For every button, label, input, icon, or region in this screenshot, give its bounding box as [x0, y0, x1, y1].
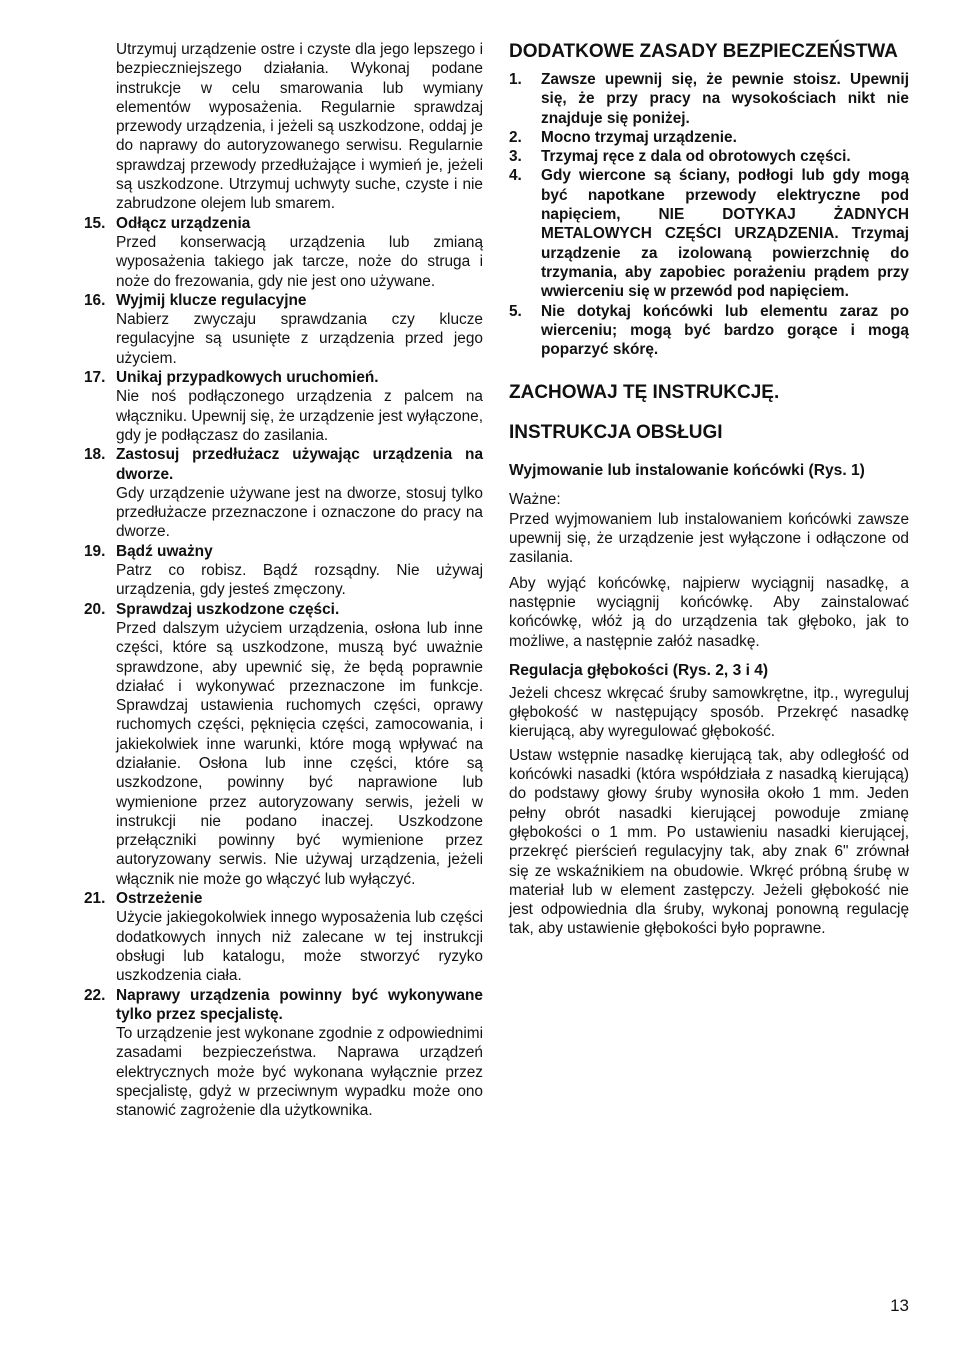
item-number: 15.	[84, 214, 106, 232]
item-heading: Naprawy urządzenia powinny być wykonywane tylko przez specjalistę.	[116, 986, 483, 1023]
item-heading: Wyjmij klucze regulacyjne	[116, 291, 307, 309]
important-label: Ważne:	[509, 491, 561, 509]
list-item	[84, 542, 483, 600]
item-heading: Sprawdzaj uszkodzone części.	[116, 600, 340, 618]
item-heading: Zastosuj przedłużacz używając urządzenia na dworze.	[116, 446, 483, 483]
item-number: 2.	[509, 128, 522, 146]
item-text: Nie dotykaj końcówki lub elementu zaraz po wierceniu; mogą być bardzo gorące i mogą poparzyć skórę.	[541, 302, 909, 359]
item-body: Nie noś podłączonego urządzenia z palcem na włączniku. Upewnij się, że urządzenie jest wyłączone, gdy je podłączasz do zasilania.	[116, 388, 483, 444]
item-body: To urządzenie jest wykonane zgodnie z odpowiednimi zasadami bezpieczeństwa. Naprawa urządzeń elektrycznych może być wykonana wyłącznie przez specjalistę, gdyż w przeciwnym wypadku może ono stanowić zagrożenie dla użytkownika.	[116, 1025, 483, 1120]
bit-removal-paragraph-2: Aby wyjąć końcówkę, najpierw wyciągnij nasadkę, a następnie wyciągnij końcówkę. Aby zainstalować końcówkę, włóż ją do urządzenia tak głęboko, jak to możliwe, a następnie załóż nasadkę.	[509, 574, 909, 650]
item-number: 4.	[509, 167, 522, 185]
list-item	[84, 291, 483, 368]
item-body: Nabierz zwyczaju sprawdzania czy klucze regulacyjne są usunięte z urządzenia przed jego użyciem.	[116, 311, 483, 367]
bit-removal-paragraph-1: Przed wyjmowaniem lub instalowaniem końcówki zawsze upewnij się, że urządzenie jest wyłączone i odłączone od zasilania.	[509, 510, 909, 567]
keep-instructions-title: ZACHOWAJ TĘ INSTRUKCJĘ.	[509, 382, 780, 404]
item-body: Przed konserwacją urządzenia lub zmianą wyposażenia takiego jak tarcze, noże do struga i noże do frezowania, gdy nie jest ono używane.	[116, 233, 483, 290]
item-text: Zawsze upewnij się, że pewnie stoisz. Upewnij się, że przy pracy na wysokościach nikt nie znajduje się poniżej.	[541, 71, 909, 127]
intro-paragraph: Utrzymuj urządzenie ostre i czyste dla jego lepszego i bezpieczniejszego działania. Wykonaj podane instrukcje w celu smarowania lub wymiany elementów wyposażenia. Regularnie sprawdzaj przewody urządzenia, i jeżeli są uszkodzone, oddaj je do naprawy do autoryzowanego serwisu. Regularnie sprawdzaj przewody przedłużające i wymień je, jeżeli są uszkodzone. Utrzymuj uchwyty suche, czyste i nie zabrudzone olejem lub smarem.	[116, 41, 483, 213]
item-number: 19.	[84, 542, 106, 560]
page-number: 13	[890, 1296, 909, 1315]
list-item	[84, 445, 483, 541]
item-number: 21.	[84, 890, 106, 908]
right-column	[509, 40, 909, 939]
list-item	[509, 70, 909, 128]
item-number: 20.	[84, 600, 106, 618]
item-number: 18.	[84, 446, 106, 464]
list-item	[509, 128, 909, 147]
item-heading: Bądź uważny	[116, 542, 213, 560]
safety-rules-title: DODATKOWE ZASADY BEZPIECZEŃSTWA	[509, 41, 898, 62]
safety-rules-list	[509, 70, 909, 359]
list-item	[84, 368, 483, 445]
item-text: Mocno trzymaj urządzenie.	[541, 128, 737, 146]
item-number: 3.	[509, 148, 522, 166]
list-item	[84, 214, 483, 291]
depth-adjustment-heading: Regulacja głębokości (Rys. 2, 3 i 4)	[509, 661, 769, 679]
depth-adjustment-paragraph-2: Ustaw wstępnie nasadkę kierującą tak, aby odległość od końcówki nasadki (która współdziała z nasadką kierującą) do podstawy głowy śruby wynosiła około 1 mm. Jeden pełny obrót nasadki kierującej powoduje zmianę głębokości o 1 mm. Po ustawieniu nasadki kierującej, przekręć pierścień regulacyjny tak, aby znak 6" zrównał się ze wskaźnikiem na obudowie. Wkręć próbną śrubę w materiał lub w element zastępczy. Jeżeli głębokość nie jest odpowiednia dla śruby, wykonaj ponowną regulację tak, aby ustawienie głębokości było poprawne.	[509, 746, 909, 938]
item-body: Patrz co robisz. Bądź rozsądny. Nie używaj urządzenia, gdy jesteś zmęczony.	[116, 562, 483, 599]
operation-title: INSTRUKCJA OBSŁUGI	[509, 422, 723, 444]
item-heading: Odłącz urządzenia	[116, 214, 251, 232]
item-number: 16.	[84, 291, 106, 309]
list-item	[84, 600, 483, 889]
item-heading: Ostrzeżenie	[116, 890, 203, 908]
list-item	[509, 302, 909, 360]
item-number: 22.	[84, 986, 106, 1004]
left-column	[84, 40, 483, 1121]
bit-removal-heading: Wyjmowanie lub instalowanie końcówki (Rys. 1)	[509, 462, 865, 480]
item-number: 1.	[509, 71, 522, 88]
list-item	[84, 889, 483, 985]
list-item	[509, 147, 909, 166]
item-body: Użycie jakiegokolwiek innego wyposażenia lub części dodatkowych innych niż zalecane w tej instrukcji obsługi lub katalogu, może stworzyć ryzyko uszkodzenia ciała.	[116, 909, 483, 985]
list-item	[509, 166, 909, 301]
depth-adjustment-paragraph-1: Jeżeli chcesz wkręcać śruby samowkrętne, itp., wyreguluj głębokość w następujący sposób. Przekręć nasadkę kierującą, aby wyregulować głębokość.	[509, 684, 909, 741]
item-body: Przed dalszym użyciem urządzenia, osłona lub inne części, które są uszkodzone, muszą być uważnie sprawdzone, aby upewnić się, że będą poprawnie działać i wykonywać przeznaczone im funkcje. Sprawdzaj ustawienia ruchomych części, oprawy ruchomych części, pęknięcia części, zamocowania, i jakiekolwiek inne warunki, które mogą wpływać na działanie. Osłona lub inne części, które są uszkodzone, powinny być naprawione lub wymienione przez autoryzowany serwis, jeżeli w instrukcji nie podano inaczej. Uszkodzone przełączniki powinny być wymienione przez autoryzowany serwis. Nie używaj urządzenia, jeżeli włącznik nie może go włączyć lub wyłączyć.	[116, 619, 483, 888]
item-text: Trzymaj ręce z dala od obrotowych części.	[541, 148, 851, 166]
item-body: Gdy urządzenie używane jest na dworze, stosuj tylko przedłużacze przeznaczone i oznaczone do pracy na dworze.	[116, 484, 483, 541]
item-text: Gdy wiercone są ściany, podłogi lub gdy mogą być napotkane przewody elektryczne pod napięciem, NIE DOTYKAJ ŻADNYCH METALOWYCH CZĘŚCI URZĄDZENIA. Trzymaj urządzenie za izolowaną powierzchnię do trzymania, aby zapobiec porażeniu prądem przy wwierceniu się w przewód pod napięciem.	[541, 167, 909, 301]
item-number: 17.	[84, 369, 106, 387]
list-item	[84, 986, 483, 1121]
item-number: 5.	[509, 302, 522, 320]
item-heading: Unikaj przypadkowych uruchomień.	[116, 369, 379, 387]
